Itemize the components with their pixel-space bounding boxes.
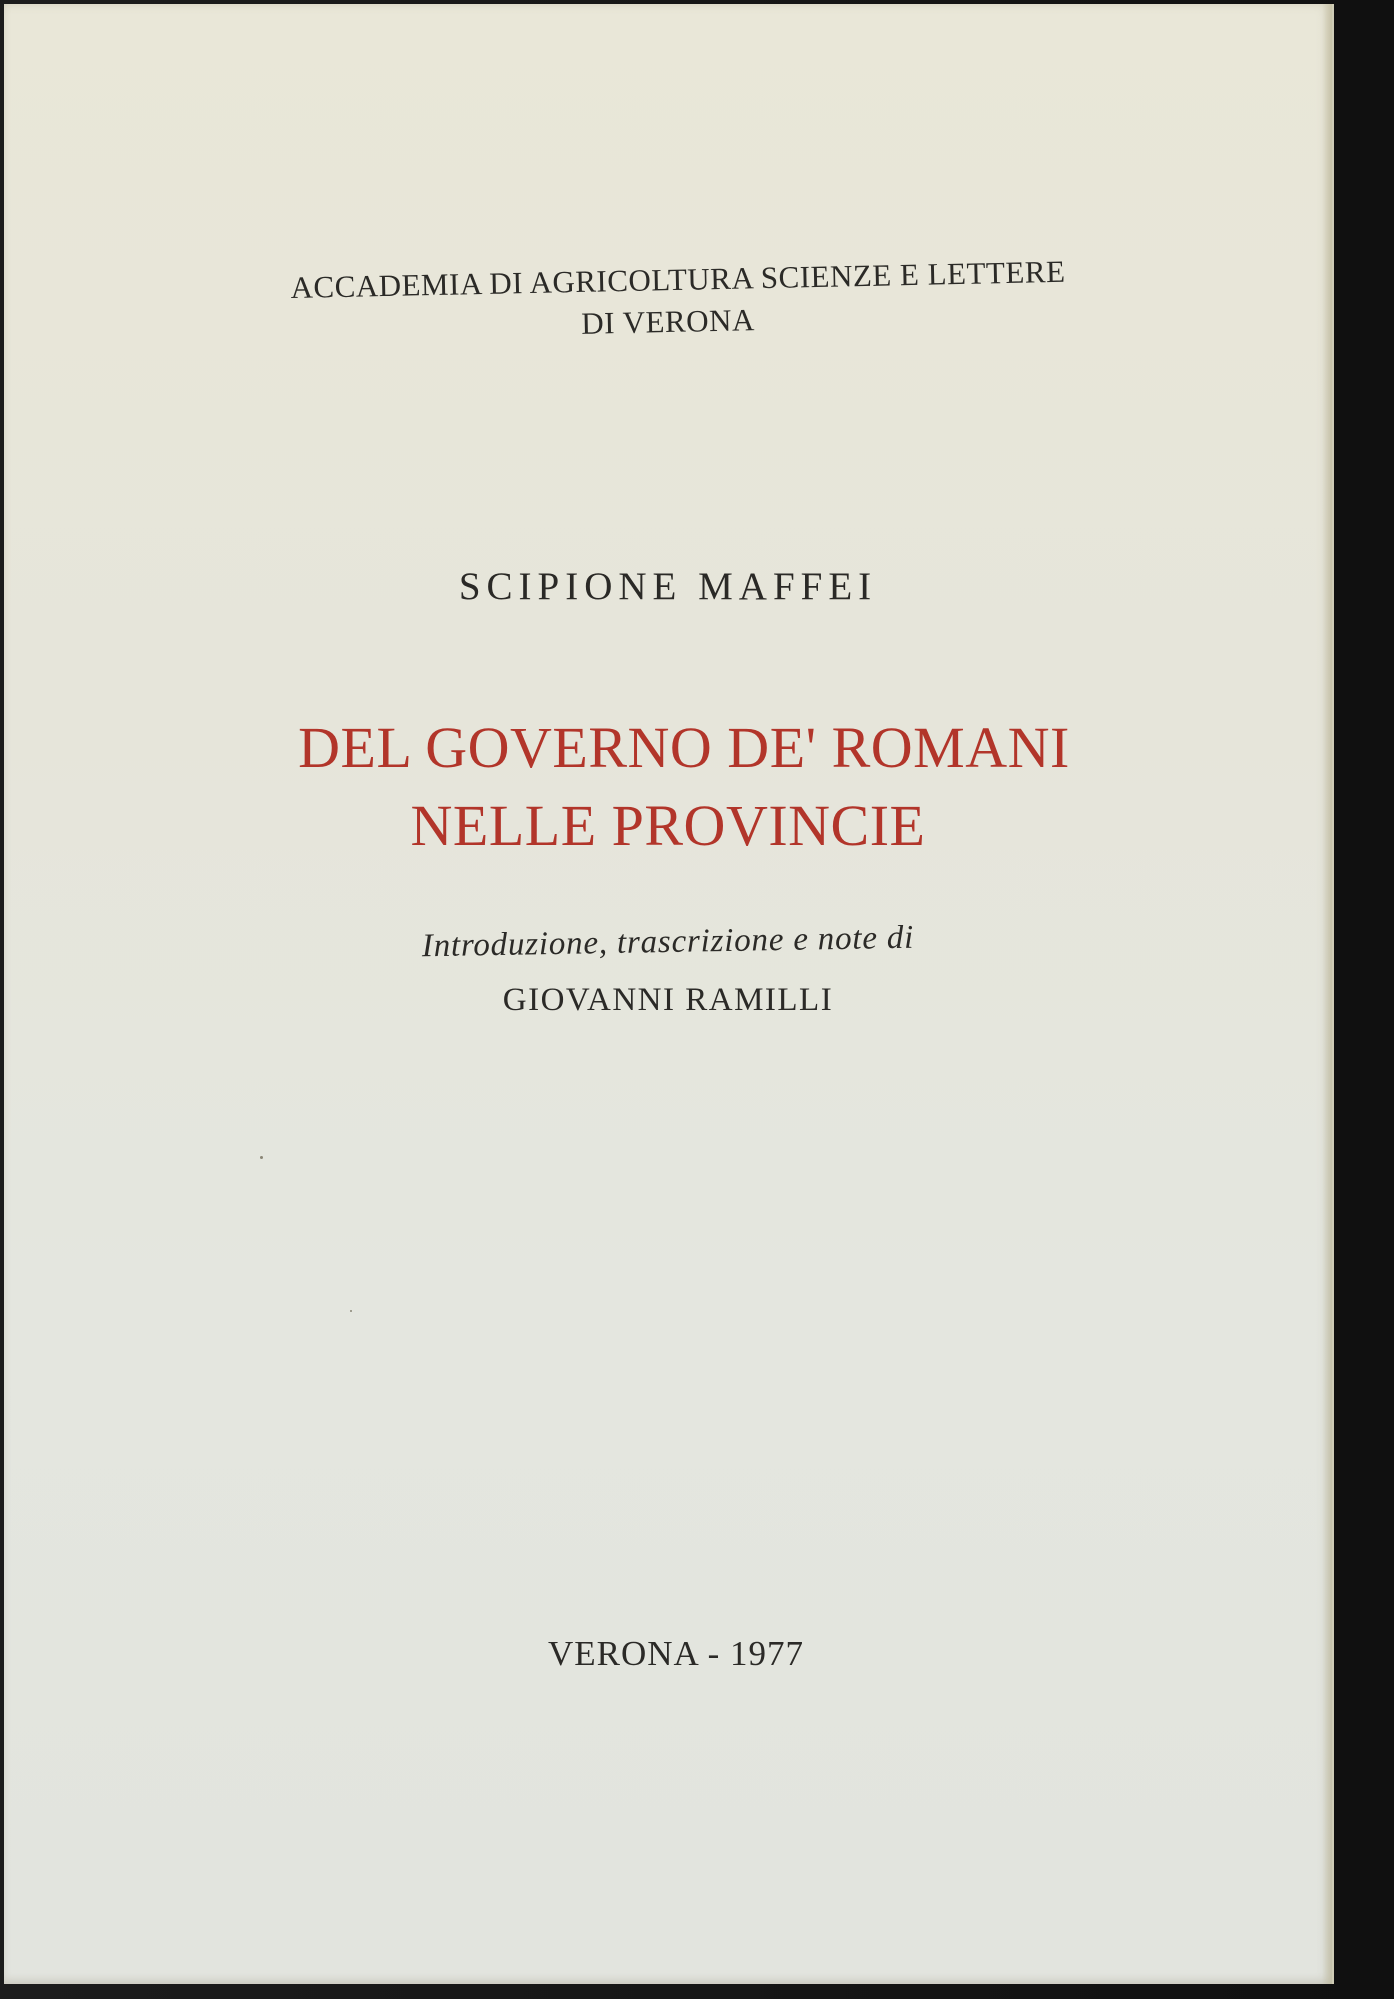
- paper-speck: [350, 1310, 352, 1312]
- book-title-line-1: DEL GOVERNO DE' ROMANI: [298, 715, 1070, 780]
- book-cover: [4, 4, 1334, 1984]
- paper-speck: [260, 1156, 263, 1159]
- publisher-line-2: DI VERONA: [580, 302, 756, 341]
- imprint-place-year: VERONA - 1977: [547, 1634, 805, 1673]
- publisher-line-1: ACCADEMIA DI AGRICOLTURA SCIENZE E LETTERE: [290, 253, 1066, 306]
- credit-intro: Introduzione, trascrizione e note di: [421, 919, 915, 965]
- book-title-line-2: NELLE PROVINCIE: [410, 793, 926, 858]
- editor-name: GIOVANNI RAMILLI: [502, 982, 834, 1018]
- author-name: SCIPIONE MAFFEI: [458, 565, 878, 608]
